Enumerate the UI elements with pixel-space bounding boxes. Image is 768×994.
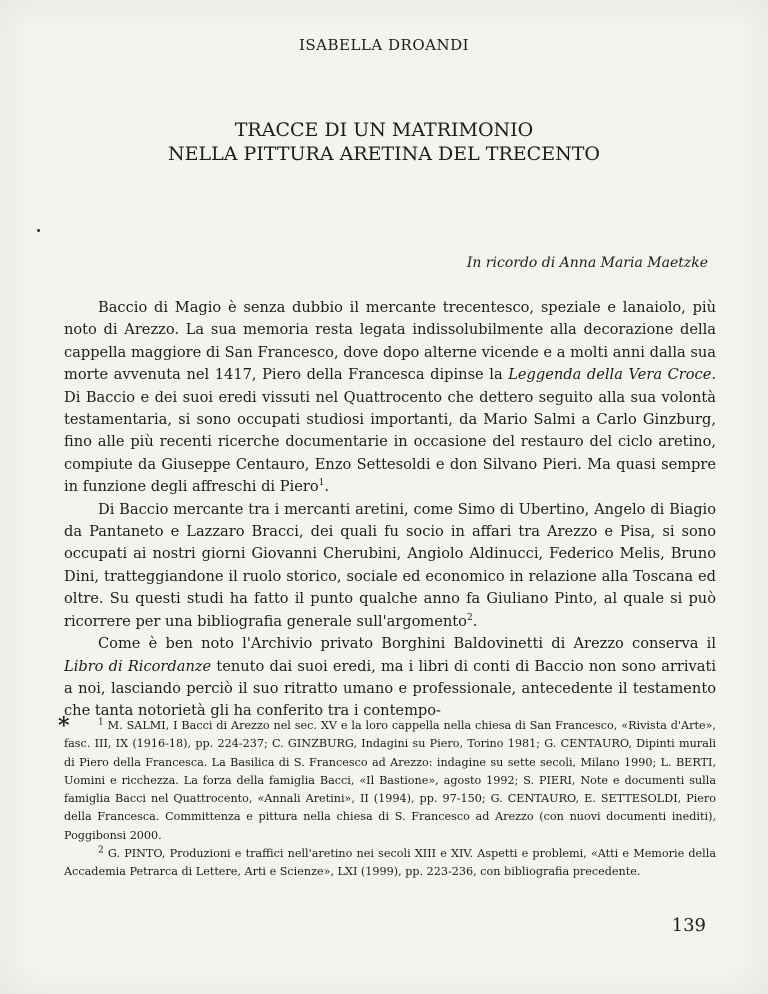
page-number: 139 xyxy=(671,915,706,936)
footnote-number: 1 xyxy=(98,717,104,728)
paragraph-1: Baccio di Magio è senza dubbio il mercante trecentesco, speziale e lanaiolo, più noto di Arezzo. La sua memoria resta legata indissolubilmente alla decorazione della cappella maggiore di San Francesco, dove dopo alterne vicende e a molti anni dalla sua morte avvenuta nel 1417, Piero della Francesca dipinse la Leggenda della Vera Croce. Di Baccio e dei suoi eredi vissuti nel Quattrocento che dettero seguito alla sua volontà testamentaria, si sono occupati studiosi importanti, da Mario Salmi a Carlo Ginzburg, fino alle più recenti ricerche documentarie in occasione del restauro del ciclo aretino, compiute da Giuseppe Centauro, Enzo Settesoldi e don Silvano Pieri. Ma quasi sempre in funzione degli affreschi di Piero$^1$. xyxy=(64,299,716,496)
footnote-text: G. PINTO, Produzioni e traffici nell'aretino nei secoli XIII e XIV. Aspetti e problemi, «Atti e Memorie della Accademia Petrarca di Lettere, Arti e Scienze», LXI (1999), pp. 223-236, con bibliografia precedente. xyxy=(64,847,716,879)
italic-title: Leggenda della Vera Croce xyxy=(508,366,712,384)
footnote-number: 2 xyxy=(98,845,104,856)
paragraph-2: Di Baccio mercante tra i mercanti aretini, come Simo di Ubertino, Angelo di Biagio da Pantaneto e Lazzaro Bracci, dei quali fu socio in affari tra Arezzo e Pisa, si sono occupati ai nostri giorni Giovanni Cherubini, Angiolo Aldinucci, Federico Melis, Bruno Dini, tratteggiandone il ruolo storico, sociale ed economico in relazione alla Toscana ed oltre. Su questi studi ha fatto il punto qualche anno fa Giuliano Pinto, al quale si può ricorrere per una bibliografia generale sull'argomento$^2$. xyxy=(64,500,716,630)
title-line-1: TRACCE DI UN MATRIMONIO xyxy=(234,119,534,141)
paragraph-3: Come è ben noto l'Archivio privato Borghini Baldovinetti di Arezzo conserva il Libro di Ricordanze tenuto dai suoi eredi, ma i libri di conti di Baccio non sono arrivati a noi, lasciando perciò il suo ritratto umano e professionale, antecedente il testamento che tanta notorietà gli ha conferito tra i contempo- xyxy=(64,635,717,720)
footnote-ref-2[interactable]: 2 xyxy=(466,612,473,623)
footnote-2 xyxy=(64,845,716,882)
footnotes xyxy=(64,717,716,882)
title-line-2: NELLA PITTURA ARETINA DEL TRECENTO xyxy=(168,143,600,165)
margin-dot xyxy=(37,229,40,232)
italic-title: Libro di Ricordanze xyxy=(64,657,212,675)
body-text xyxy=(64,297,716,723)
footnote-1 xyxy=(64,717,716,845)
dedication: In ricordo di Anna Maria Maetzke xyxy=(466,255,708,271)
footnote-text: M. SALMI, I Bacci di Arezzo nel sec. XV e la loro cappella nella chiesa di San Francesco, «Rivista d'Arte», fasc. III, IX (1916-18), pp. 224-237; C. GINZBURG, Indagini su Piero, Torino 1981; G. CENTAURO, Dipinti murali di Piero della Francesca. La Basilica di S. Francesco ad Arezzo: indagine su sette secoli, Milano 1990; L. BERTI, Uomini e ricchezza. La forza della famiglia Bacci, «Il Bastione», agosto 1992; S. PIERI, Note e documenti sulla famiglia Bacci nel Quattrocento, «Annali Aretini», II (1994), pp. 97-150; G. CENTAURO, E. SETTESOLDI, Piero della Francesca. Committenza e pittura nella chiesa di S. Francesco ad Arezzo (con nuovi documenti inediti), Poggibonsi 2000. xyxy=(64,719,716,842)
asterisk-mark-icon: * xyxy=(58,713,70,739)
article-title xyxy=(0,118,768,166)
running-header-author: ISABELLA DROANDI xyxy=(298,36,470,54)
footnote-ref-1[interactable]: 1 xyxy=(318,478,325,489)
